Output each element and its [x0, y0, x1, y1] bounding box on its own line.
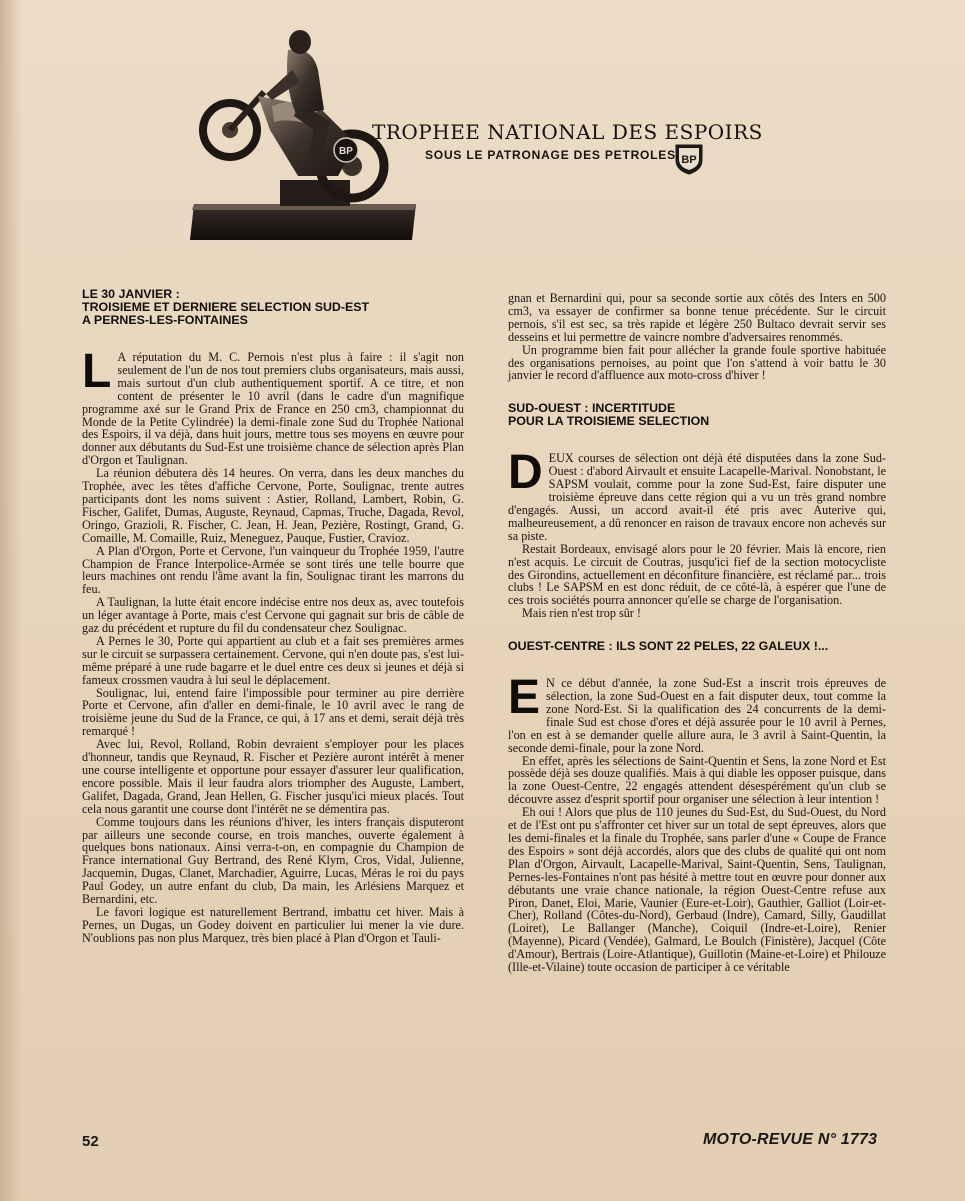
bp-shield-logo: [673, 142, 705, 176]
article-paragraph: Comme toujours dans les réunions d'hiver, les inters français disputeront par ailleurs une seconde course, en trois manches, ouverte également à quelques bons nationaux. Ainsi verra-t-on, en compagnie du Champion de France international Guy Bertrand, des René Klym, Cros, Vidal, Julienne, Jacquemin, Dugas, Clanet, Marchadier, Aguirre, Lucas, Méras le roi du pays Paul Godey, un autre enfant du club, Da main, les Arlésiens Marquez et Bernardini, etc.: [82, 814, 464, 907]
trophy-bp-badge: BP: [339, 146, 353, 157]
article-paragraph: L A réputation du M. C. Pernois n'est plus à faire : il s'agit non seulement de l'un de nos tout premiers clubs organisateurs, mais aussi, mais surtout d'un club authentiquement sportif. A ce titre, et non content de présenter le 10 avril (dans le cadre d'un magnifique programme axé sur le Grand Prix de France en 250 cm3, championnat du Monde de la Petite Cylindrée) la demi-finale zone Sud du Trophée National des Espoirs, il va déjà, dans huit jours, mettre tous ses moyens en œuvre pour donner aux débutants du Sud-Est une troisième chance de sélection après Plan d'Orgon et Taulignan.: [82, 345, 464, 468]
section-heading-sud-ouest: [508, 402, 886, 428]
article-paragraph: gnan et Bernardini qui, pour sa seconde sortie aux côtés des Inters en 500 cm3, va essayer de confirmer sa bonne tenue précédente. Sur le circuit pernois, s'il est sec, sa très rapide et légère 250 Bultaco devrait servir ses desseins et lui permettre de vaincre nombre d'adversaires renommés.: [508, 291, 886, 344]
heading-line: TROISIEME ET DERNIERE SELECTION SUD-EST: [82, 300, 370, 314]
page-number: 52: [82, 1133, 99, 1150]
right-column: [508, 292, 886, 974]
heading-line: POUR LA TROISIEME SELECTION: [508, 414, 710, 429]
article-paragraph: Eh oui ! Alors que plus de 110 jeunes du Sud-Est, du Sud-Ouest, du Nord et de l'Est ont pu s'affronter cet hiver sur un total de sept épreuves, alors que les demi-finales et la finale du Trophée, sans parler d'une « Coupe de France des Espoirs » sont déjà accordés, alors que des clubs de qualité qui ont nom Plan d'Orgon, Airvault, Lacapelle-Marival, Saint-Quentin, Sens, Taulignan, Pernes-les-Fontaines n'ont pas hésité à mettre tout en œuvre pour donner aux débutants une vraie chance nationale, la région Ouest-Centre refuse aux Piron, Danet, Eloi, Marie, Vaunier (Eure-et-Loir), Gauthier, Galliot (Loir-et-Cher), Rolland (Côtes-du-Nord), Gerbaud (Indre), Camard, Silly, Gaudillat (Loiret), Le Ballanger (Manche), Coiquil (Indre-et-Loire), Renier (Mayenne), Picard (Vendée), Galmard, Le Boulch (Finistère), Jacquel (Côte d'Amour), Bertrais (Loire-Atlantique), Guillotin (Maine-et-Loire) et Philouze (Ille-et-Vilaine) toute occasion de participer à ce véritable: [508, 805, 886, 975]
section-heading-sud-est: [82, 288, 464, 327]
heading-line: OUEST-CENTRE : ILS SONT 22 PELES, 22 GALEUX !...: [508, 639, 829, 654]
article-paragraph: Restait Bordeaux, envisagé alors pour le 20 février. Mais là encore, rien n'est acquis. Le circuit de Coutras, jusqu'ici fief de la section motocycliste des Girondins, actuellement en déconfiture financière, est réclamé par... trois clubs ! Le SAPSM en est donc réduit, de ce côté-là, à espérer que l'une de ces trois sociétés pourra annoncer qu'elle se charge de l'organisation.: [508, 541, 886, 608]
article-paragraph: Avec lui, Revol, Rolland, Robin devraient s'employer pour les places d'honneur, tandis que Reynaud, R. Fischer et Pezière auront intérêt à mener une course intelligente et opportune pour essayer d'assurer leur qualification, encore possible. Mais il leur faudra alors triompher des Auguste, Lambert, Galifet, Dagada, Grand, Jean Hellen, G. Fischer jusqu'ici mieux placés. Tout cela nous garantit une course dont l'intérêt ne se démentira pas.: [82, 737, 464, 816]
drop-cap: E: [508, 671, 541, 725]
magazine-name: MOTO-REVUE: [703, 1131, 814, 1148]
article-paragraph: Un programme bien fait pour allécher la grande foule sportive habituée des organisations pernoises, au point que l'on s'attend à voir battu le 30 janvier le record d'affluence aux moto-cross d'hiver !: [508, 342, 886, 383]
article-paragraph: A Plan d'Orgon, Porte et Cervone, l'un vainqueur du Trophée 1959, l'autre Champion de France Interpolice-Armée se sont tirés une telle bourre que leurs machines ont rendu l'âme avant la fin, Soulignac tirant les marrons du feu.: [82, 543, 464, 597]
heading-line: A PERNES-LES-FONTAINES: [82, 313, 248, 327]
heading-line: SUD-OUEST : INCERTITUDE: [508, 401, 676, 416]
heading-line: LE 30 JANVIER :: [82, 287, 180, 301]
magazine-footer: [703, 1131, 877, 1149]
article-paragraph: A Pernes le 30, Porte qui appartient au club et a fait ses premières armes sur le circuit se surpassera certainement. Cervone, qui n'en doute pas, s'est lui-même préparé à une rude bagarre et le duel entre ces deux si jeunes et déjà si fameux crossmen vaudra à lui seul le déplacement.: [82, 633, 464, 687]
bp-logo-text: BP: [681, 154, 697, 166]
section-heading-ouest-centre: [508, 640, 886, 653]
trophy-title: TROPHEE NATIONAL DES ESPOIRS: [372, 120, 763, 144]
article-paragraph: DEUX courses de sélection ont déjà été disputées dans la zone Sud-Ouest : d'abord Airvault et ensuite Lacapelle-Marival. Nonobstant, le SAPSM voulait, comme pour la zone Sud-Est, faire disputer une troisième épreuve dans cette région qui a vu un très grand nombre d'engagés. Aussi, un accord avait-il été pris avec Auterive qui, malheureusement, a dû renoncer en raison de travaux encore non achevés sur sa piste.: [508, 446, 886, 543]
article-paragraph: En effet, après les sélections de Saint-Quentin et Sens, la zone Nord et Est possède déjà ses douze qualifiés. Mais à qui diable les opposer puisque, dans la zone Ouest-Centre, 22 engagés attendent désespérément qu'un club se découvre assez d'esprit sportif pour organiser une sélection à leur intention !: [508, 753, 886, 807]
article-paragraph: Mais rien n'est trop sûr !: [522, 606, 641, 621]
drop-cap: L: [82, 345, 112, 398]
article-paragraph: La réunion débutera dès 14 heures. On verra, dans les deux manches du Trophée, avec les têtes d'affiche Cervone, Porte, Soulignac, trente autres participants dont les noms suivent : Astier, Rolland, Lambert, Robin, G. Fischer, Galifet, Dumas, Auguste, Reynaud, Capmas, Truche, Dagada, Revol, Oringo, Grazioli, R. Fischer, C. Jean, H. Jean, Pezière, Rostingt, Grand, G. Comaille, M. Comaille, Ruiz, Meneguez, Pauque, Fustier, Cravioz.: [82, 466, 464, 545]
article-paragraph: A Taulignan, la lutte était encore indécise entre nos deux as, avec toutefois un léger avantage à Porte, mais c'est Cervone qui gagnait sur bris de câble de gaz du précédent et rupture du fil du condensateur chez Soulignac.: [82, 595, 464, 636]
page-shadow-edge: [0, 0, 22, 1201]
issue-number: N° 1773: [817, 1131, 878, 1148]
article-paragraph: Le favori logique est naturellement Bertrand, imbattu cet hiver. Mais à Pernes, un Dugas, un Godey doivent en particulier lui mener la vie dure. N'oublions pas non plus Marquez, très bien placé à Plan d'Orgon et Tauli-: [82, 904, 464, 945]
article-paragraph: Soulignac, lui, entend faire l'impossible pour terminer au pire derrière Porte et Cervone, afin d'aller en demi-finale, le 10 avril avec le rang de troisième jeune du Sud de la France, ce qui, à 17 ans et demi, serait déjà très remarqué !: [82, 685, 464, 739]
left-column: [82, 288, 464, 945]
article-paragraph: E N ce début d'année, la zone Sud-Est a inscrit trois épreuves de sélection, la zone Sud-Ouest en a fait disputer deux, tout comme la zone Nord-Est. Si la qualification des 24 concurrents de la demi-finale Sud est chose d'ores et déjà assurée pour le 10 avril à Pernes, l'on en est à se demander quelle allure aura, le 3 avril à Saint-Quentin, la seconde demi-finale, pour la zone Nord.: [508, 671, 886, 755]
drop-cap: D: [508, 446, 543, 500]
trophy-subtitle: SOUS LE PATRONAGE DES PETROLES: [425, 148, 676, 162]
